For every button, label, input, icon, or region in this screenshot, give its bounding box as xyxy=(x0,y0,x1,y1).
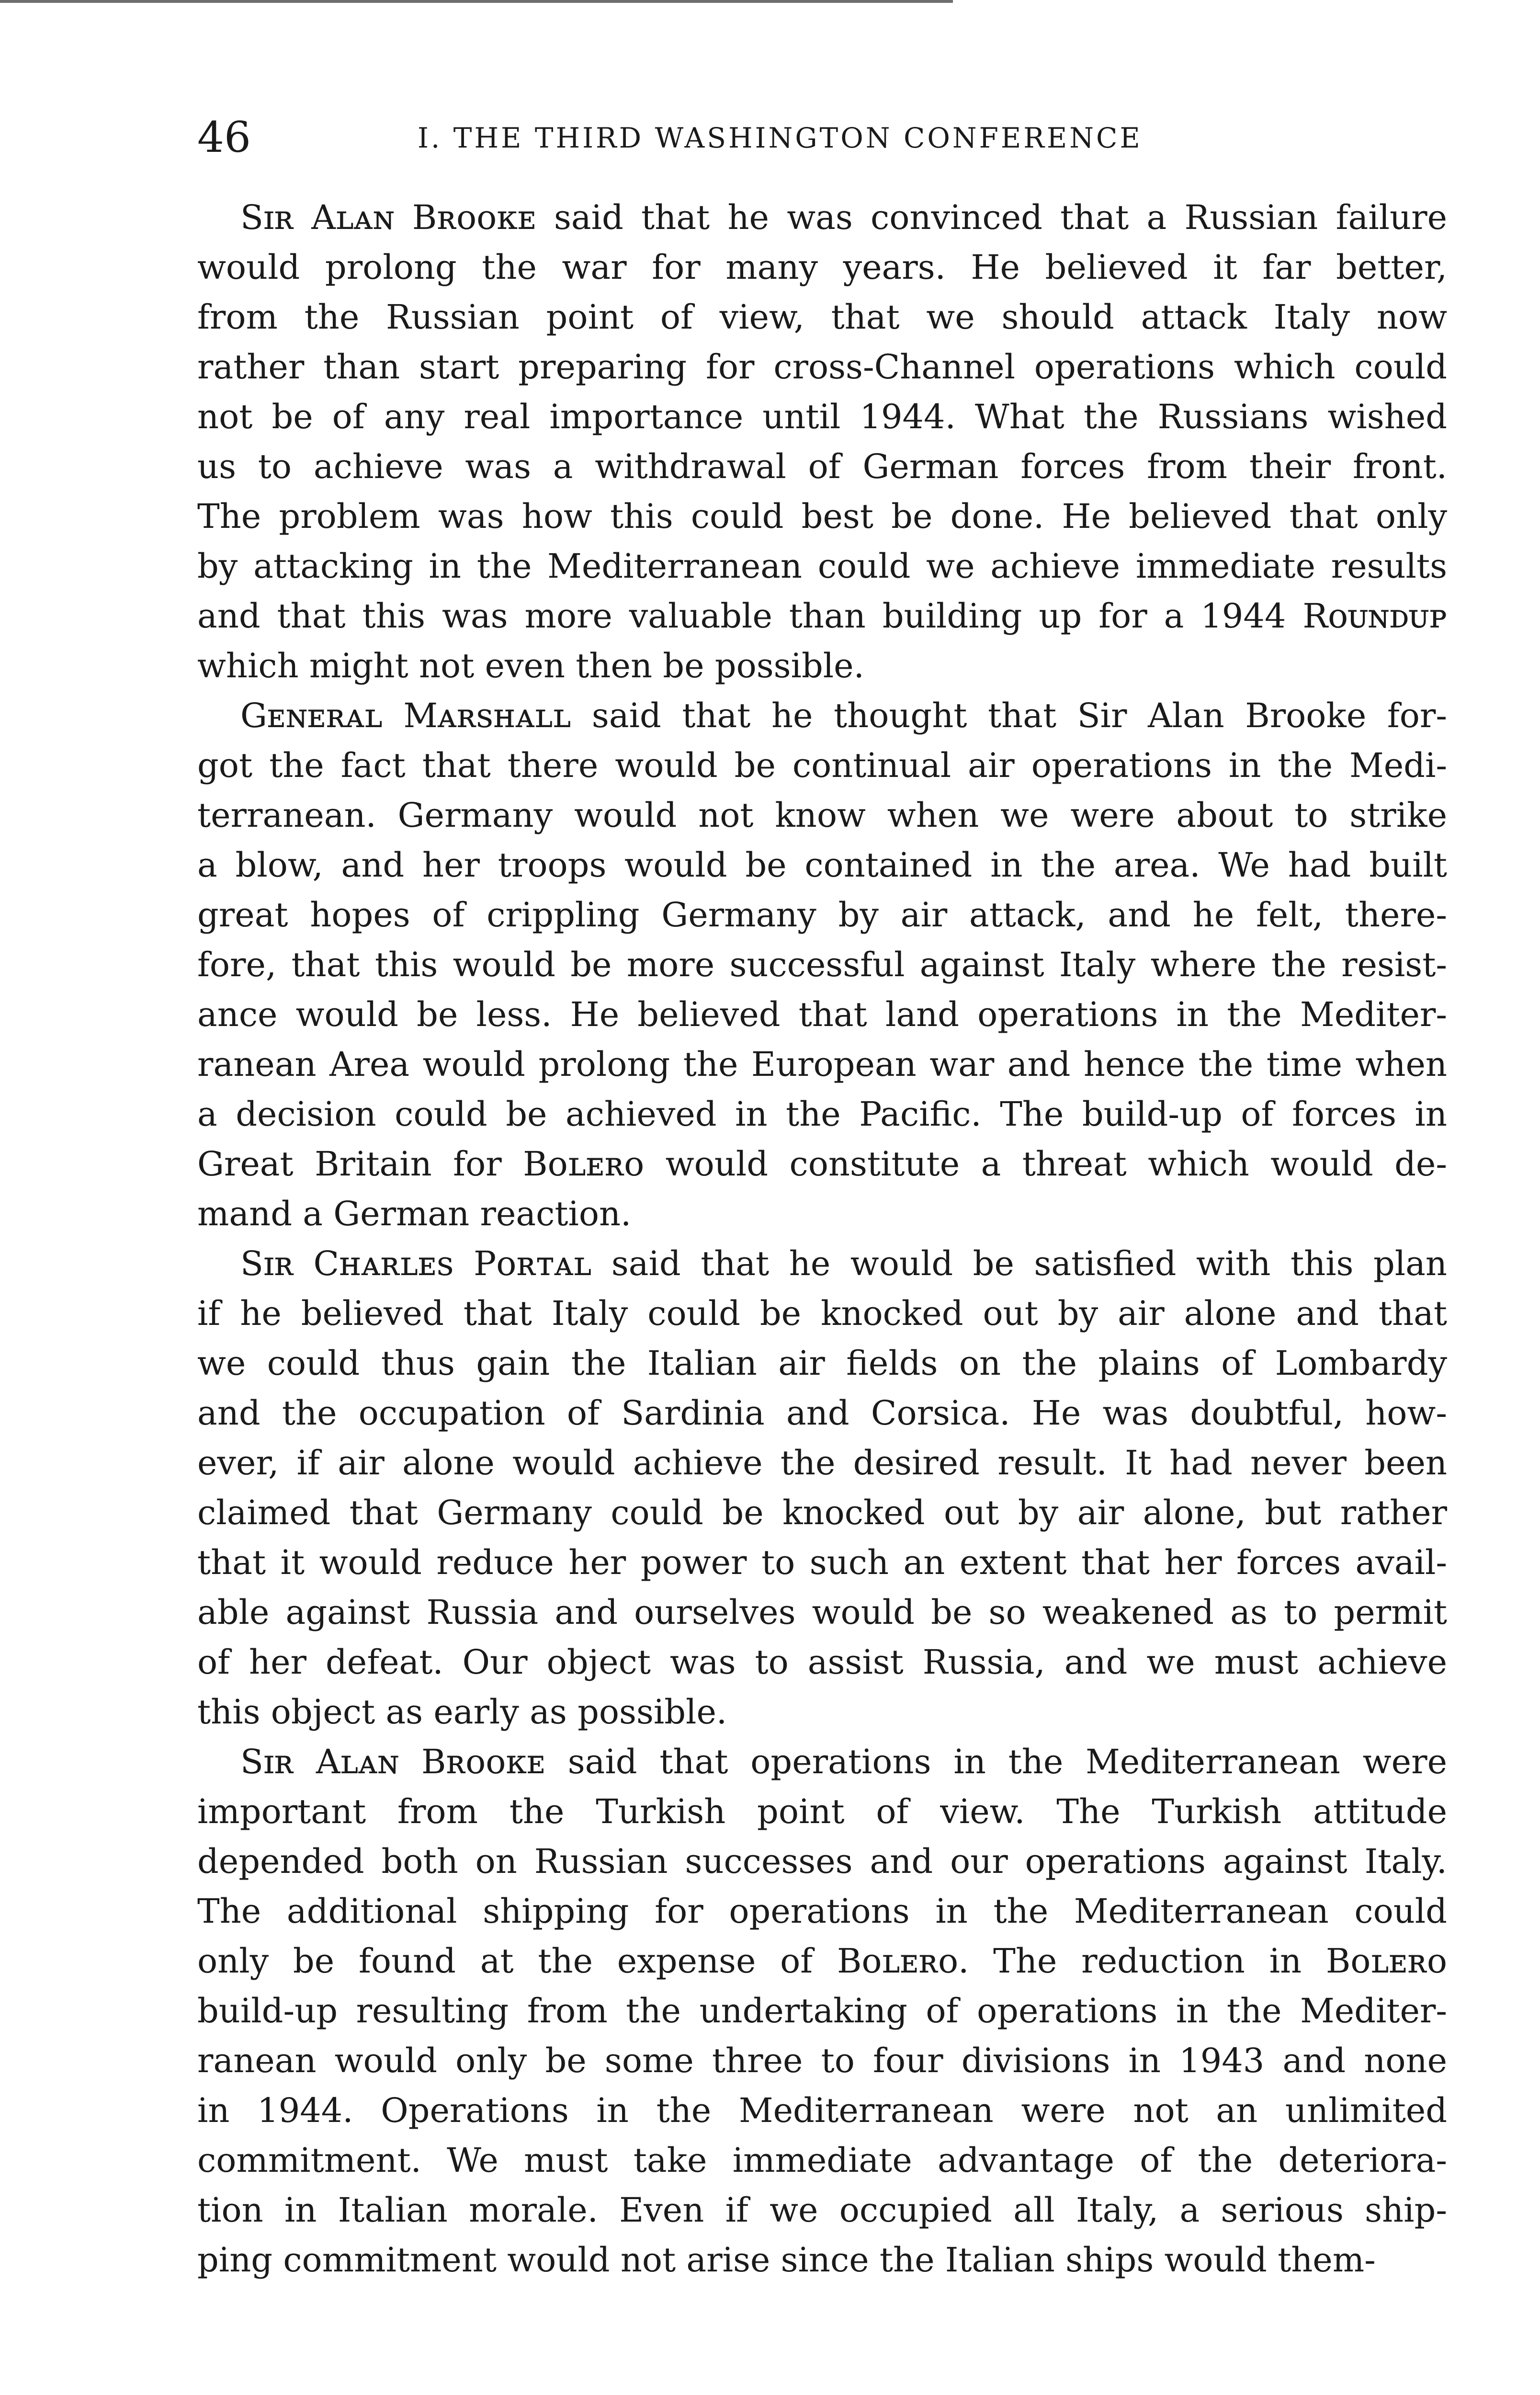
text-line: that it would reduce her power to such an extent that her forces avail- xyxy=(197,1543,1447,1582)
text-line: not be of any real importance until 1944. What the Russians wished xyxy=(197,397,1447,436)
body-text xyxy=(197,193,1447,2285)
text-line: mand a German reaction. xyxy=(197,1194,632,1233)
paragraph xyxy=(197,193,1447,691)
page-number: 46 xyxy=(197,113,251,162)
text-line: a blow, and her troops would be contained in the area. We had built xyxy=(197,845,1447,885)
text-line: of her defeat. Our object was to assist Russia, and we must achieve xyxy=(197,1642,1447,1682)
text-line: fore, that this would be more successful against Italy where the resist- xyxy=(197,945,1447,984)
text-line: depended both on Russian successes and our operations against Italy. xyxy=(197,1842,1447,1881)
text-line: Great Britain for Bᴏʟᴇʀᴏ would constitute a threat which would de- xyxy=(197,1144,1447,1184)
text-line: build-up resulting from the undertaking of operations in the Mediter- xyxy=(197,1991,1447,2030)
text-line: ping commitment would not arise since the Italian ships would them- xyxy=(197,2240,1376,2280)
text-line: The additional shipping for operations in the Mediterranean could xyxy=(197,1892,1447,1931)
text-line: Gᴇɴᴇʀᴀʟ Mᴀʀsʜᴀʟʟ said that he thought that Sir Alan Brooke for- xyxy=(240,696,1447,735)
text-line: rather than start preparing for cross-Channel operations which could xyxy=(197,347,1447,387)
text-line: tion in Italian morale. Even if we occupied all Italy, a serious ship- xyxy=(197,2190,1447,2230)
text-line: claimed that Germany could be knocked out by air alone, but rather xyxy=(197,1493,1447,1532)
chapter-title: I. THE THIRD WASHINGTON CONFERENCE xyxy=(418,122,1143,154)
text-line: commitment. We must take immediate advantage of the deteriora- xyxy=(197,2141,1447,2180)
paragraph xyxy=(197,1239,1447,1737)
text-line: we could thus gain the Italian air fields on the plains of Lombardy xyxy=(197,1344,1447,1383)
text-line: important from the Turkish point of view. The Turkish attitude xyxy=(197,1792,1447,1831)
text-line: would prolong the war for many years. He believed it far better, xyxy=(197,248,1447,287)
text-line: Sɪʀ Aʟᴀɴ Bʀᴏᴏᴋᴇ said that operations in the Mediterranean were xyxy=(240,1742,1447,1781)
text-line: ranean Area would prolong the European war and hence the time when xyxy=(197,1045,1447,1084)
text-line: great hopes of crippling Germany by air attack, and he felt, there- xyxy=(197,895,1447,935)
text-line: able against Russia and ourselves would be so weakened as to permit xyxy=(197,1593,1447,1632)
text-line: ranean would only be some three to four divisions in 1943 and none xyxy=(197,2041,1447,2080)
text-line: this object as early as possible. xyxy=(197,1692,727,1732)
text-line: by attacking in the Mediterranean could we achieve immediate results xyxy=(197,547,1447,586)
text-line: if he believed that Italy could be knocked out by air alone and that xyxy=(197,1294,1447,1333)
text-line: Sɪʀ Cʜᴀʀʟᴇs Pᴏʀᴛᴀʟ said that he would be satisfied with this plan xyxy=(240,1244,1447,1283)
text-line: terranean. Germany would not know when we were about to strike xyxy=(197,796,1447,835)
running-head xyxy=(197,111,1447,164)
text-line: a decision could be achieved in the Pacific. The build-up of forces in xyxy=(197,1095,1447,1134)
text-line: and that this was more valuable than building up for a 1944 Rᴏᴜɴᴅᴜᴘ xyxy=(197,596,1447,636)
text-line: and the occupation of Sardinia and Corsica. He was doubtful, how- xyxy=(197,1393,1447,1433)
text-line: in 1944. Operations in the Mediterranean were not an unlimited xyxy=(197,2091,1447,2130)
paragraph xyxy=(197,691,1447,1239)
top-rule xyxy=(0,0,953,3)
paragraph xyxy=(197,1737,1447,2285)
text-line: us to achieve was a withdrawal of German forces from their front. xyxy=(197,447,1447,486)
text-line: which might not even then be possible. xyxy=(197,646,864,685)
text-line: ance would be less. He believed that land operations in the Mediter- xyxy=(197,995,1447,1034)
text-line: from the Russian point of view, that we should attack Italy now xyxy=(197,297,1447,337)
text-line: only be found at the expense of Bᴏʟᴇʀᴏ. The reduction in Bᴏʟᴇʀᴏ xyxy=(197,1941,1447,1981)
text-line: ever, if air alone would achieve the desired result. It had never been xyxy=(197,1443,1447,1483)
text-line: Sɪʀ Aʟᴀɴ Bʀᴏᴏᴋᴇ said that he was convinced that a Russian failure xyxy=(240,198,1447,237)
text-line: got the fact that there would be continual air operations in the Medi- xyxy=(197,746,1447,785)
text-line: The problem was how this could best be done. He believed that only xyxy=(197,497,1447,536)
